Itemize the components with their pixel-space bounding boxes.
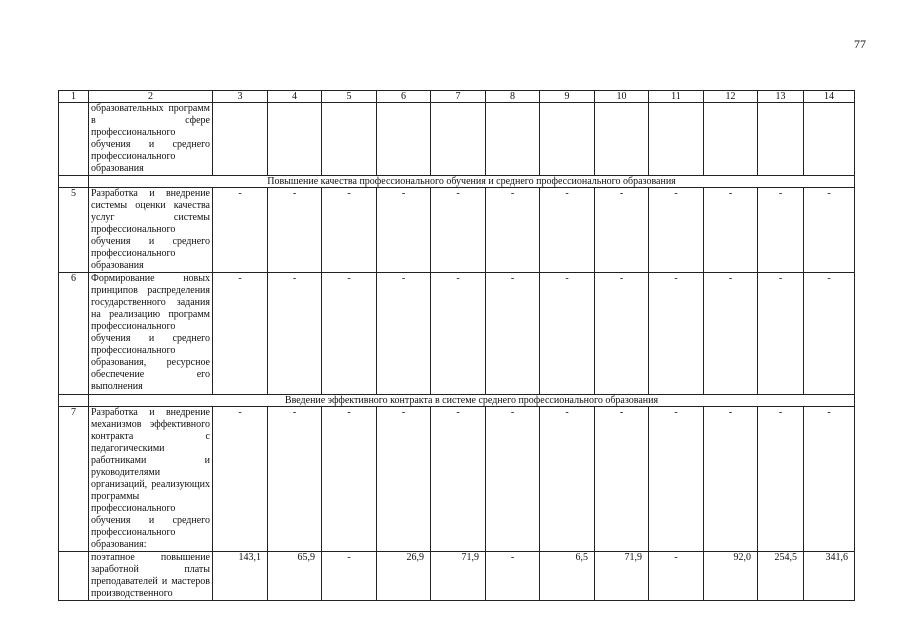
value-cell [486, 103, 540, 176]
value-cell [322, 103, 377, 176]
column-header: 11 [649, 91, 704, 103]
column-header: 6 [377, 91, 431, 103]
row-number: 5 [59, 188, 89, 273]
row-description: поэтапное повышение заработной платы преподавателей и мастеров производственного [89, 552, 213, 601]
value-cell [758, 103, 804, 176]
value-cell: - [540, 407, 595, 552]
table-body [59, 91, 855, 601]
value-cell [649, 103, 704, 176]
value-cell: 26,9 [377, 552, 431, 601]
value-cell: - [431, 273, 486, 395]
table-header-row [59, 91, 855, 103]
column-header: 14 [804, 91, 855, 103]
value-cell: - [540, 188, 595, 273]
row-description: образовательных программ в сфере профессионального обучения и среднего профессионального образования [89, 103, 213, 176]
table-row [59, 552, 855, 601]
value-cell: - [758, 273, 804, 395]
column-header: 8 [486, 91, 540, 103]
value-cell: - [431, 188, 486, 273]
value-cell [213, 103, 268, 176]
value-cell: - [268, 407, 322, 552]
value-cell: - [649, 407, 704, 552]
value-cell [704, 103, 758, 176]
value-cell: - [377, 273, 431, 395]
row-description: Формирование новых принципов распределения государственного задания на реализацию программ профессионального обучения и среднего профессионального образования, ресурсное обеспечение его выполнения [89, 273, 213, 395]
column-header: 13 [758, 91, 804, 103]
value-cell: - [804, 407, 855, 552]
column-header: 3 [213, 91, 268, 103]
value-cell: - [704, 188, 758, 273]
column-header: 9 [540, 91, 595, 103]
value-cell: - [322, 188, 377, 273]
value-cell: 65,9 [268, 552, 322, 601]
value-cell [540, 103, 595, 176]
value-cell [377, 103, 431, 176]
value-cell: - [486, 552, 540, 601]
value-cell: 92,0 [704, 552, 758, 601]
data-table [58, 90, 855, 601]
value-cell: - [758, 188, 804, 273]
value-cell: - [431, 407, 486, 552]
row-number: 6 [59, 273, 89, 395]
value-cell: 341,6 [804, 552, 855, 601]
value-cell [268, 103, 322, 176]
row-description: Разработка и внедрение системы оценки качества услуг системы профессионального обучения и среднего профессионального образования [89, 188, 213, 273]
value-cell: - [377, 407, 431, 552]
value-cell: 143,1 [213, 552, 268, 601]
column-header: 12 [704, 91, 758, 103]
value-cell: 71,9 [595, 552, 649, 601]
section-number-cell [59, 176, 89, 188]
value-cell: - [649, 552, 704, 601]
table-row [59, 103, 855, 176]
page-number: 77 [854, 37, 866, 51]
value-cell: 71,9 [431, 552, 486, 601]
value-cell: - [649, 188, 704, 273]
value-cell: - [804, 273, 855, 395]
value-cell: - [486, 188, 540, 273]
value-cell: - [268, 273, 322, 395]
value-cell: - [704, 273, 758, 395]
value-cell: - [322, 552, 377, 601]
value-cell [431, 103, 486, 176]
value-cell: - [758, 407, 804, 552]
table-row [59, 273, 855, 395]
section-heading: Введение эффективного контракта в системе среднего профессионального образования [89, 395, 855, 407]
value-cell: - [804, 188, 855, 273]
value-cell [804, 103, 855, 176]
value-cell: - [213, 407, 268, 552]
column-header: 5 [322, 91, 377, 103]
table-row [59, 188, 855, 273]
value-cell: - [377, 188, 431, 273]
value-cell: - [540, 273, 595, 395]
section-heading-row [59, 395, 855, 407]
value-cell: - [595, 188, 649, 273]
value-cell: - [213, 273, 268, 395]
section-number-cell [59, 395, 89, 407]
value-cell [595, 103, 649, 176]
row-description: Разработка и внедрение механизмов эффективного контракта с педагогическими работниками и руководителями организаций, реализующих программы профессионального обучения и среднего профессионального образования: [89, 407, 213, 552]
value-cell: - [322, 407, 377, 552]
row-number: 7 [59, 407, 89, 552]
section-heading-row [59, 176, 855, 188]
column-header: 7 [431, 91, 486, 103]
section-heading: Повышение качества профессионального обучения и среднего профессионального образования [89, 176, 855, 188]
row-number [59, 103, 89, 176]
value-cell: - [486, 273, 540, 395]
value-cell: - [213, 188, 268, 273]
column-header: 2 [89, 91, 213, 103]
value-cell: 254,5 [758, 552, 804, 601]
column-header: 1 [59, 91, 89, 103]
value-cell: - [649, 273, 704, 395]
value-cell: - [486, 407, 540, 552]
value-cell: - [322, 273, 377, 395]
value-cell: - [595, 407, 649, 552]
table-row [59, 407, 855, 552]
column-header: 10 [595, 91, 649, 103]
row-number [59, 552, 89, 601]
value-cell: - [595, 273, 649, 395]
column-header: 4 [268, 91, 322, 103]
value-cell: 6,5 [540, 552, 595, 601]
value-cell: - [704, 407, 758, 552]
value-cell: - [268, 188, 322, 273]
